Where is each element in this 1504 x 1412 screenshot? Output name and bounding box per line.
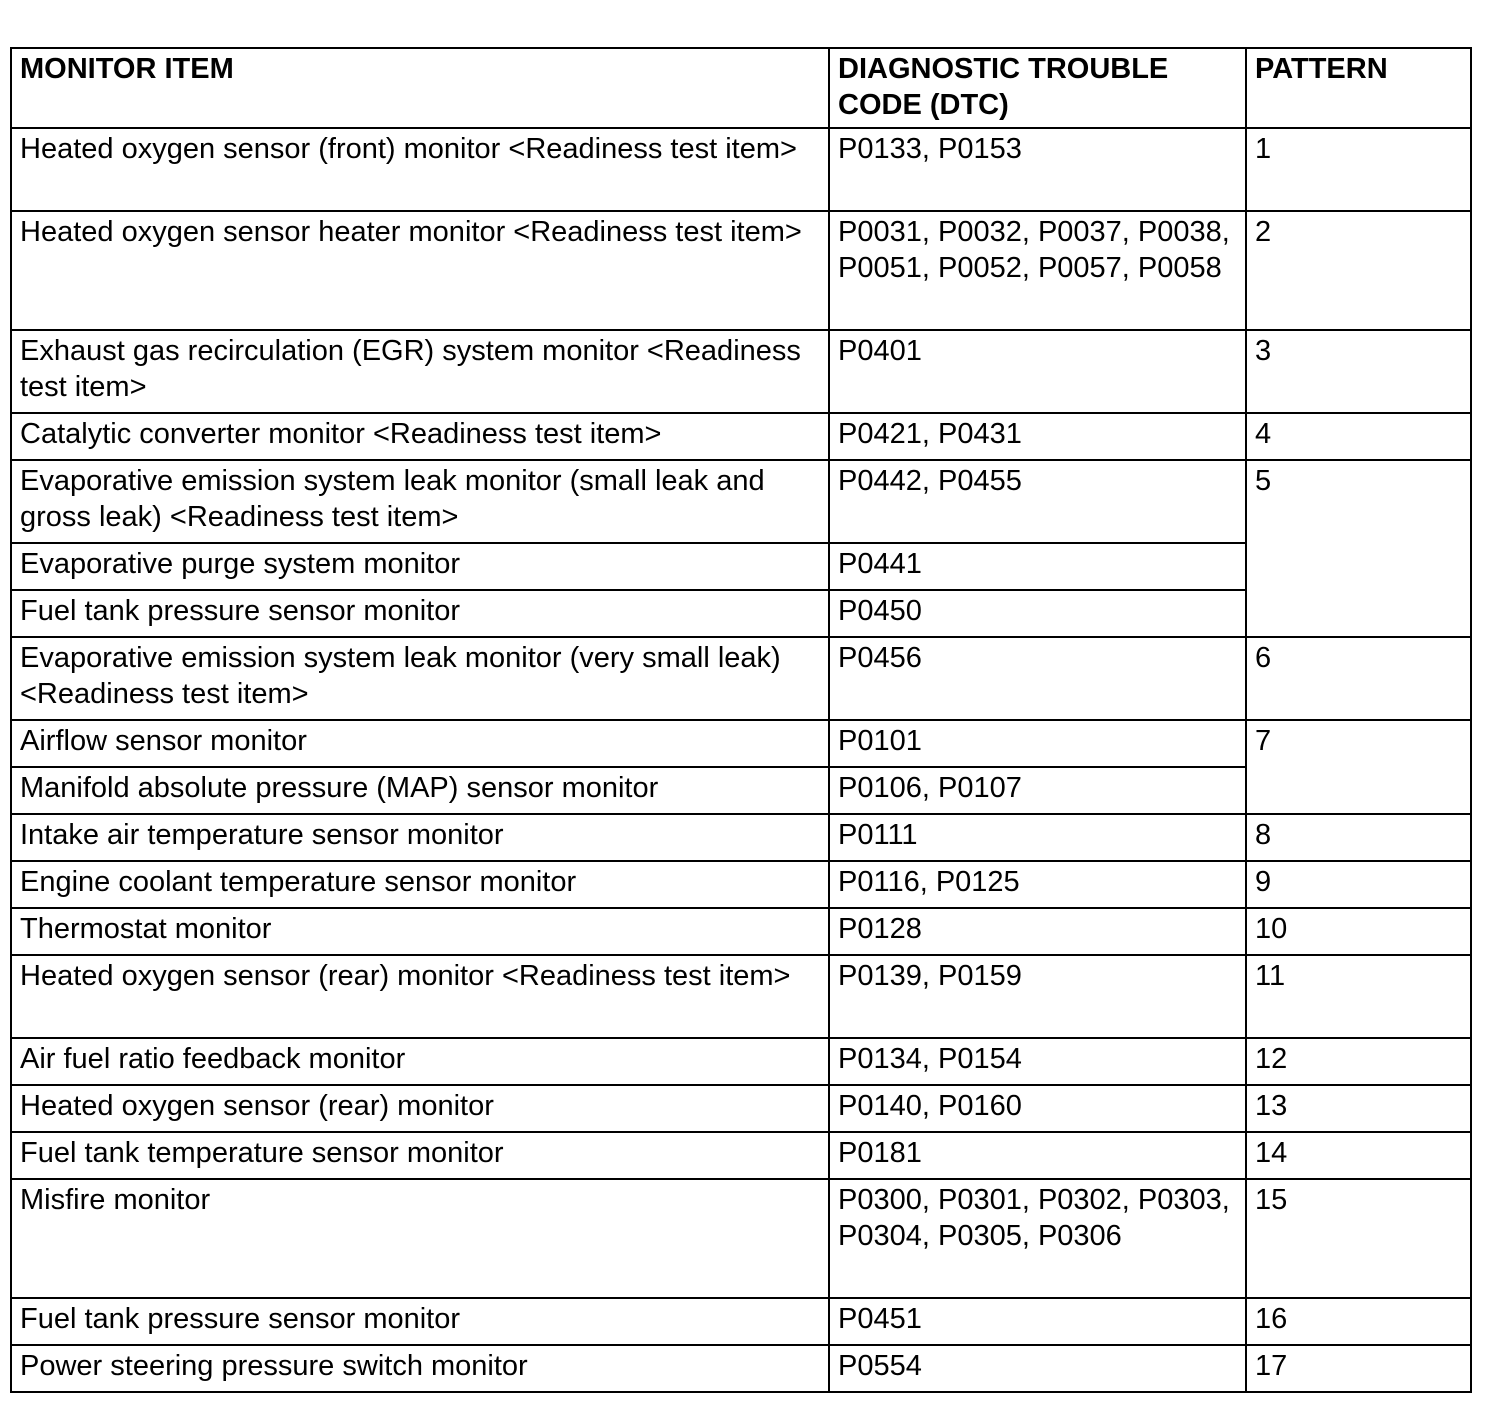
- table-row: [11, 211, 1471, 330]
- monitor-item-cell: Intake air temperature sensor monitor: [11, 814, 829, 861]
- table-row: [11, 908, 1471, 955]
- monitor-item-cell: Manifold absolute pressure (MAP) sensor monitor: [11, 767, 829, 814]
- table-header-row: [11, 48, 1471, 128]
- monitor-item-cell: Catalytic converter monitor <Readiness test item>: [11, 413, 829, 460]
- dtc-cell: P0139, P0159: [829, 955, 1246, 1038]
- monitor-item-cell: Heated oxygen sensor (rear) monitor: [11, 1085, 829, 1132]
- table-row: [11, 637, 1471, 720]
- table-row: [11, 1038, 1471, 1085]
- monitor-item-cell: Exhaust gas recirculation (EGR) system monitor <Readiness test item>: [11, 330, 829, 413]
- monitor-item-cell: Evaporative purge system monitor: [11, 543, 829, 590]
- monitor-item-cell: Power steering pressure switch monitor: [11, 1345, 829, 1392]
- dtc-cell: P0116, P0125: [829, 861, 1246, 908]
- table-row: [11, 1179, 1471, 1298]
- dtc-cell: P0031, P0032, P0037, P0038, P0051, P0052, P0057, P0058: [829, 211, 1246, 330]
- table-row: [11, 1085, 1471, 1132]
- dtc-cell: P0456: [829, 637, 1246, 720]
- pattern-cell: 9: [1246, 861, 1471, 908]
- monitor-item-cell: Heated oxygen sensor (rear) monitor <Readiness test item>: [11, 955, 829, 1038]
- monitor-item-cell: Evaporative emission system leak monitor (small leak and gross leak) <Readiness test item>: [11, 460, 829, 543]
- table-row: [11, 861, 1471, 908]
- table-row: [11, 413, 1471, 460]
- dtc-cell: P0451: [829, 1298, 1246, 1345]
- pattern-cell: 3: [1246, 330, 1471, 413]
- monitor-item-cell: Fuel tank pressure sensor monitor: [11, 590, 829, 637]
- pattern-cell: 13: [1246, 1085, 1471, 1132]
- dtc-cell: P0128: [829, 908, 1246, 955]
- monitor-item-cell: Heated oxygen sensor (front) monitor <Readiness test item>: [11, 128, 829, 211]
- pattern-cell: 10: [1246, 908, 1471, 955]
- monitor-item-cell: Misfire monitor: [11, 1179, 829, 1298]
- pattern-cell: 15: [1246, 1179, 1471, 1298]
- monitor-item-cell: Fuel tank pressure sensor monitor: [11, 1298, 829, 1345]
- pattern-cell: 17: [1246, 1345, 1471, 1392]
- header-monitor-item: MONITOR ITEM: [11, 48, 829, 128]
- pattern-cell: 16: [1246, 1298, 1471, 1345]
- pattern-cell: 6: [1246, 637, 1471, 720]
- dtc-cell: P0101: [829, 720, 1246, 767]
- header-pattern: PATTERN: [1246, 48, 1471, 128]
- dtc-cell: P0133, P0153: [829, 128, 1246, 211]
- table-row: [11, 955, 1471, 1038]
- pattern-cell: 11: [1246, 955, 1471, 1038]
- monitor-item-cell: Air fuel ratio feedback monitor: [11, 1038, 829, 1085]
- table-row: [11, 814, 1471, 861]
- table-row: [11, 1298, 1471, 1345]
- dtc-cell: P0401: [829, 330, 1246, 413]
- pattern-cell: 8: [1246, 814, 1471, 861]
- table-row: [11, 330, 1471, 413]
- dtc-cell: P0421, P0431: [829, 413, 1246, 460]
- dtc-cell: P0300, P0301, P0302, P0303, P0304, P0305, P0306: [829, 1179, 1246, 1298]
- dtc-monitor-table: [10, 47, 1472, 1393]
- table-row: [11, 720, 1471, 767]
- pattern-cell: 5: [1246, 460, 1471, 637]
- pattern-cell: 14: [1246, 1132, 1471, 1179]
- pattern-cell: 4: [1246, 413, 1471, 460]
- pattern-cell: 1: [1246, 128, 1471, 211]
- table-row: [11, 128, 1471, 211]
- dtc-cell: P0442, P0455: [829, 460, 1246, 543]
- dtc-cell: P0181: [829, 1132, 1246, 1179]
- dtc-cell: P0106, P0107: [829, 767, 1246, 814]
- monitor-item-cell: Engine coolant temperature sensor monitor: [11, 861, 829, 908]
- dtc-cell: P0134, P0154: [829, 1038, 1246, 1085]
- monitor-item-cell: Airflow sensor monitor: [11, 720, 829, 767]
- monitor-item-cell: Fuel tank temperature sensor monitor: [11, 1132, 829, 1179]
- dtc-cell: P0450: [829, 590, 1246, 637]
- monitor-item-cell: Evaporative emission system leak monitor (very small leak) <Readiness test item>: [11, 637, 829, 720]
- table-row: [11, 460, 1471, 543]
- monitor-item-cell: Thermostat monitor: [11, 908, 829, 955]
- pattern-cell: 7: [1246, 720, 1471, 814]
- dtc-cell: P0554: [829, 1345, 1246, 1392]
- table-row: [11, 1132, 1471, 1179]
- pattern-cell: 12: [1246, 1038, 1471, 1085]
- header-dtc: DIAGNOSTIC TROUBLE CODE (DTC): [829, 48, 1246, 128]
- dtc-cell: P0140, P0160: [829, 1085, 1246, 1132]
- dtc-cell: P0441: [829, 543, 1246, 590]
- table-row: [11, 1345, 1471, 1392]
- pattern-cell: 2: [1246, 211, 1471, 330]
- monitor-item-cell: Heated oxygen sensor heater monitor <Readiness test item>: [11, 211, 829, 330]
- dtc-cell: P0111: [829, 814, 1246, 861]
